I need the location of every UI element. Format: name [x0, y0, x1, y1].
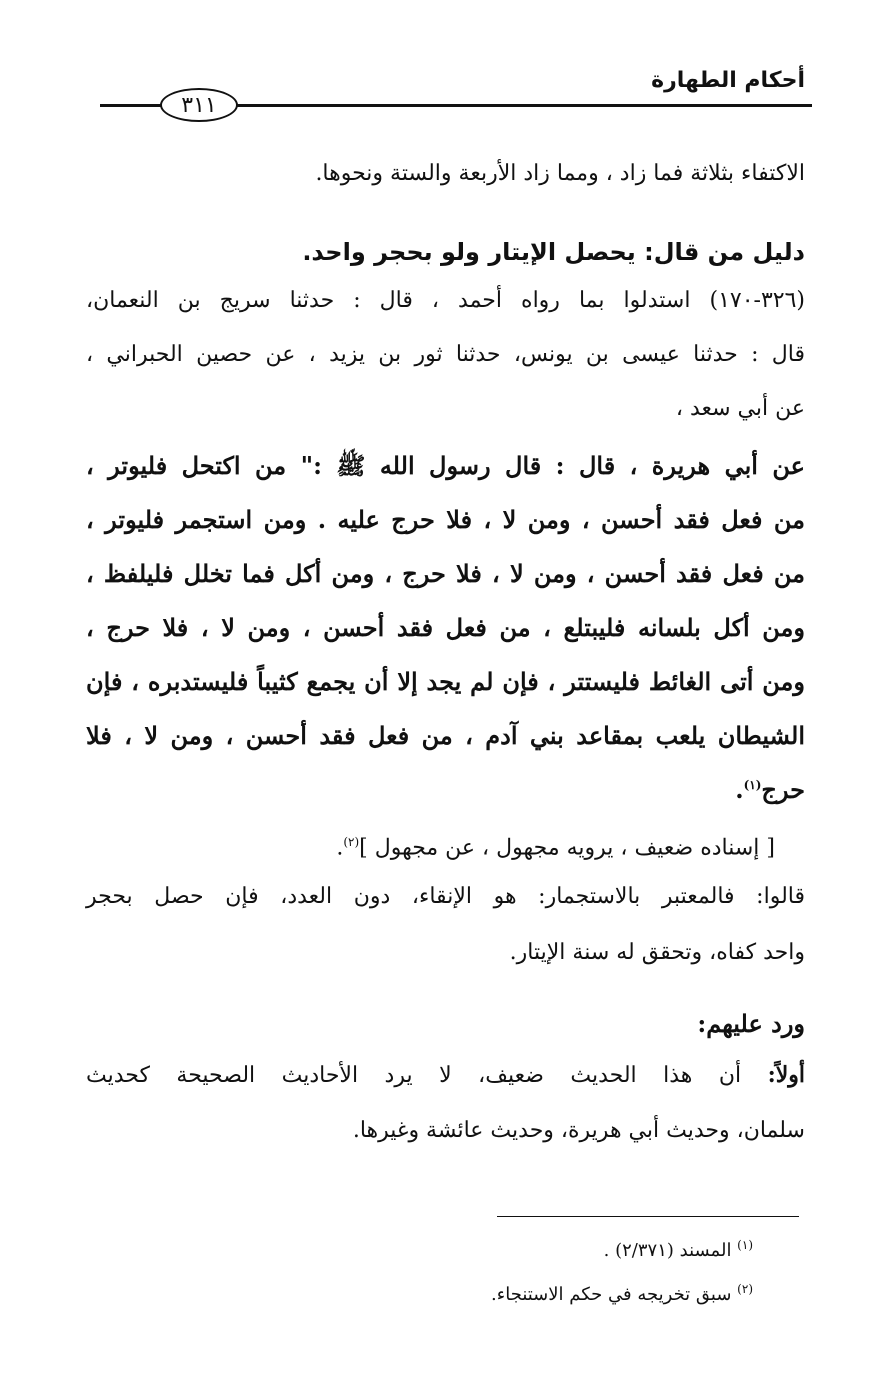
- punctuation: .: [336, 835, 344, 861]
- section-heading: دليل من قال: يحصل الإيتار ولو بحجر واحد.: [302, 238, 805, 266]
- header-rule-left: [100, 104, 162, 107]
- punctuation: .: [735, 775, 744, 804]
- header-rule-right: [232, 104, 812, 107]
- page-number: ٣١١: [160, 88, 238, 122]
- text-line: سلمان، وحديث أبي هريرة، وحديث عائشة وغيرها.: [352, 1118, 805, 1143]
- running-header-title: أحكام الطهارة: [651, 68, 805, 93]
- text-span: أن هذا الحديث ضعيف، لا يرد الأحاديث الصحيحة كحديث: [86, 1063, 768, 1088]
- hadith-line: الشيطان يلعب بمقاعد بني آدم ، من فعل فقد أحسن ، ومن لا ، فلا: [86, 721, 805, 750]
- hadith-line: ومن أكل بلسانه فليبتلع ، من فعل فقد أحسن ، ومن لا ، فلا حرج ،: [86, 613, 805, 642]
- isnad-grade: [336, 836, 775, 859]
- hadith-line: [735, 775, 805, 804]
- text-line: عن أبي سعد ،: [675, 396, 805, 421]
- text-line: قالوا: فالمعتبر بالاستجمار: هو الإنقاء، دون العدد، فإن حصل بحجر: [86, 884, 805, 909]
- footnote-mark: (١): [737, 1238, 753, 1252]
- footnote-ref: (١): [743, 778, 762, 792]
- footnote-text: المسند (٢/٣٧١) .: [603, 1240, 738, 1261]
- hadith-end-text: حرج: [761, 775, 805, 804]
- text-line: الاكتفاء بثلاثة فما زاد ، ومما زاد الأربعة والستة ونحوها.: [315, 161, 805, 186]
- text-line: (٣٢٦-١٧٠) استدلوا بما رواه أحمد ، قال : حدثنا سريج بن النعمان،: [86, 288, 805, 313]
- footnote-mark: (٢): [737, 1282, 753, 1296]
- footnote: [604, 1238, 753, 1261]
- hadith-line: ومن أتى الغائط فليستتر ، فإن لم يجد إلا أن يجمع كثيباً فليستدبره ، فإن: [86, 667, 805, 696]
- isnad-grade-text: [ إسناده ضعيف ، يرويه مجهول ، عن مجهول ]: [359, 835, 775, 861]
- text-line: قال : حدثنا عيسى بن يونس، حدثنا ثور بن يزيد ، عن حصين الحبراني ،: [86, 342, 805, 367]
- hadith-line: عن أبي هريرة ، قال : قال رسول الله ﷺ :" من اكتحل فليوتر ،: [86, 451, 805, 480]
- hadith-line: من فعل فقد أحسن ، ومن لا ، فلا حرج عليه . ومن استجمر فليوتر ،: [86, 505, 805, 534]
- point-label: أولاً:: [767, 1062, 805, 1088]
- footnote: [491, 1282, 753, 1305]
- footnote-ref: (٢): [343, 835, 360, 849]
- hadith-line: من فعل فقد أحسن ، ومن لا ، فلا حرج ، ومن أكل فما تخلل فليلفظ ،: [86, 559, 805, 588]
- footnote-separator: [497, 1216, 799, 1217]
- footnote-text: سبق تخريجه في حكم الاستنجاء.: [491, 1284, 738, 1305]
- text-line: واحد كفاه، وتحقق له سنة الإيتار.: [509, 940, 805, 965]
- section-heading: ورد عليهم:: [697, 1009, 805, 1038]
- text-line: [86, 1064, 805, 1087]
